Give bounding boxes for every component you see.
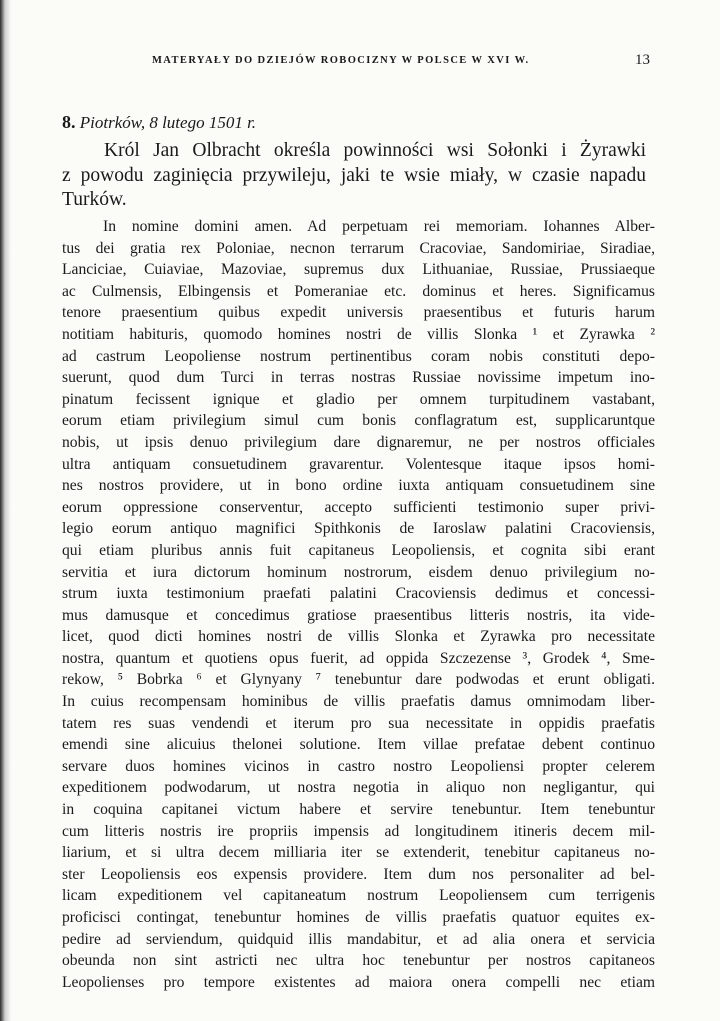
- body-line: In cuius recompensam hominibus de villis praefatis damus omnimodam liber-: [62, 693, 655, 711]
- body-line: qui etiam pluribus annis fuit capitaneus Leopoliensis, et cognita sibi erant: [62, 541, 655, 559]
- body-line: rekow, ⁵ Bobrka ⁶ et Glynyany ⁷ tenebuntur dare podwodas et erunt obligati.: [62, 671, 655, 689]
- body-line: ad castrum Leopoliense nostrum pertinentibus coram nobis constituti depo-: [62, 347, 655, 365]
- body-line: servare duos homines vicinos in castro nostro Leopoliensi propter celerem: [62, 757, 655, 775]
- body-line: mus damusque et concedimus gratiose praesentibus litteris nostris, ita vide-: [62, 606, 655, 624]
- body-line: ultra antiquam consuetudinem gravarentur. Volentesque itaque ipsos homi-: [62, 455, 655, 473]
- body-line: Leopolienses pro tempore existentes ad maiora onera compelli nec etiam: [62, 973, 655, 991]
- regest-line: Król Jan Olbracht określa powinności wsi Sołonki i Żyrawki: [104, 140, 646, 161]
- body-line: in coquina capitanei victum habere et servire tenebuntur. Item tenebuntur: [62, 801, 655, 819]
- entry-date: 8 lutego 1501 r.: [149, 113, 257, 132]
- body-line: cum litteris nostris ire propriis impensis ad longitudinem itineris decem mil-: [62, 822, 655, 840]
- page-header: [60, 52, 650, 70]
- body-line: In nomine domini amen. Ad perpetuam rei memoriam. Iohannes Alber-: [103, 218, 655, 235]
- body-line: Lanciciae, Cuiaviae, Mazoviae, supremus dux Lithuaniae, Russiae, Prussiaeque: [62, 261, 655, 279]
- body-line: tus dei gratia rex Poloniae, necnon terrarum Cracoviae, Sandomiriae, Siradiae,: [62, 239, 655, 257]
- body-line: ac Culmensis, Elbingensis et Pomeraniae etc. dominus et heres. Significamus: [62, 282, 655, 300]
- body-line: emendi sine alicuius thelonei solutione. Item villae prefatae debent continuo: [62, 736, 655, 754]
- document-body: [62, 216, 655, 993]
- body-line: legio eorum antiquo magnifici Spithkonis de Iaroslaw palatini Cracoviensis,: [62, 520, 655, 538]
- body-line: servitia et iura dictorum hominum nostrorum, eisdem denuo privilegium no-: [62, 563, 655, 581]
- body-line: obeunda non sint astricti nec ultra hoc tenebuntur per nostros capitaneos: [62, 952, 655, 970]
- entry-heading: [62, 112, 256, 133]
- page-binding-edge: [0, 0, 12, 1021]
- running-head: MATERYAŁY DO DZIEJÓW ROBOCIZNY W POLSCE W XVI W.: [152, 55, 530, 66]
- entry-number: 8.: [62, 112, 76, 132]
- body-line: tatem res suas vendendi et iterum pro sua necessitate in oppidis praefatis: [62, 714, 655, 732]
- body-line: liarium, et si ultra decem milliaria iter se extenderit, tenebitur capitaneus no-: [62, 844, 655, 862]
- body-line: nobis, ut ipsis denuo privilegium dare dignaremur, ne per nostros officiales: [62, 433, 655, 451]
- body-line: pinatum fecissent ignique et gladio per omnem turpitudinem vastabant,: [62, 390, 655, 408]
- entry-place: Piotrków,: [79, 113, 146, 132]
- page-number: 13: [635, 52, 650, 68]
- body-line: pedire ad serviendum, quidquid illis mandabitur, et ad alia onera et servicia: [62, 930, 655, 948]
- body-line: strum iuxta testimonium praefati palatini Cracoviensis dedimus et concessi-: [62, 585, 655, 603]
- body-line: tenore praesentium quibus expedit universis praesentibus et futuris harum: [62, 304, 655, 322]
- body-line: notitiam habituris, quomodo homines nostri de villis Slonka ¹ et Zyrawka ²: [62, 325, 655, 343]
- body-line: expeditionem podwodarum, ut nostra negotia in aliquo non negligantur, qui: [62, 779, 655, 797]
- regest-summary: [62, 139, 646, 213]
- body-line: nostra, quantum et quotiens opus fuerit, ad oppida Szczezense ³, Grodek ⁴, Sme-: [62, 649, 655, 667]
- body-line: licet, quod dicti homines nostri de villis Slonka et Zyrawka pro necessitate: [62, 628, 655, 646]
- body-line: suerunt, quod dum Turci in terras nostras Russiae novissime impetum ino-: [62, 369, 655, 387]
- body-line: eorum etiam privilegium simul cum bonis conflagratum est, supplicaruntque: [62, 412, 655, 430]
- body-line: licam expeditionem vel capitaneatum nostrum Leopoliensem cum terrigenis: [62, 887, 655, 905]
- body-line: nes nostros providere, ut in bono ordine iuxta antiquam consuetudinem sine: [62, 477, 655, 495]
- body-line: ster Leopoliensis eos expensis providere. Item dum nos personaliter ad bel-: [62, 865, 655, 883]
- body-line: eorum oppressione conserventur, accepto sufficienti testimonio super privi-: [62, 498, 655, 516]
- regest-line: z powodu zaginięcia przywileju, jaki te wsie miały, w czasie napadu: [62, 164, 646, 186]
- body-line: proficisci contingat, tenebuntur homines de villis praefatis quatuor equites ex-: [62, 909, 655, 926]
- regest-line: Turków.: [62, 189, 127, 210]
